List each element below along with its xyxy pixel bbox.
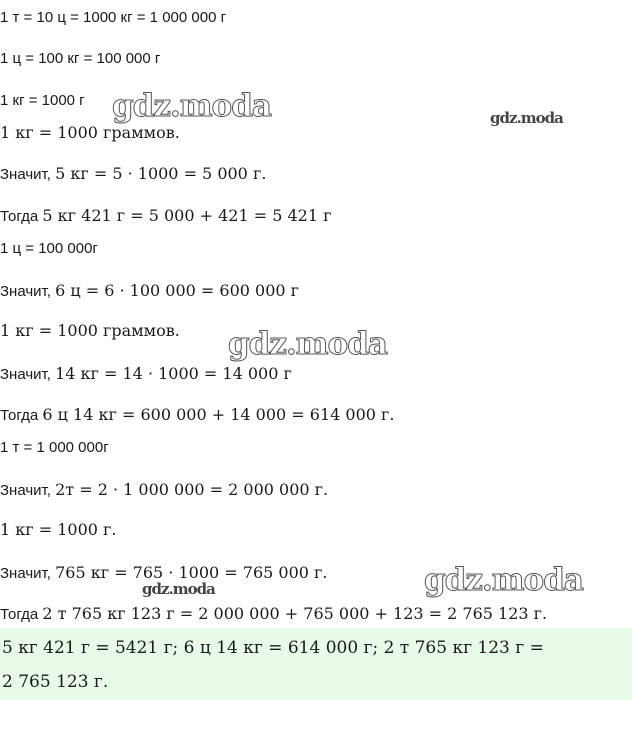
watermark: gdz.moda xyxy=(112,88,271,124)
text-line: 1 ц = 100 000г xyxy=(0,240,98,257)
text-line: 1 ц = 100 кг = 100 000 г xyxy=(0,50,161,67)
text-line: Значит, 6 ц = 6 · 100 000 = 600 000 г xyxy=(0,281,300,300)
watermark: gdz.moda xyxy=(490,109,563,127)
text-line: Тогда 5 кг 421 г = 5 000 + 421 = 5 421 г xyxy=(0,206,332,225)
answer-row: 2 765 123 г. xyxy=(2,672,109,692)
answer-row: 5 кг 421 г = 5421 г; 6 ц 14 кг = 614 000 г; 2 т 765 кг 123 г = xyxy=(2,638,544,658)
watermark: gdz.moda xyxy=(228,326,387,362)
text-line: Значит, 5 кг = 5 · 1000 = 5 000 г. xyxy=(0,164,267,183)
text-line: Значит, 2т = 2 · 1 000 000 = 2 000 000 г. xyxy=(0,480,329,499)
watermark: gdz.moda xyxy=(142,580,215,598)
watermark: gdz.moda xyxy=(424,562,583,598)
text-line: Значит, 14 кг = 14 · 1000 = 14 000 г xyxy=(0,364,292,383)
text-line: Тогда 2 т 765 кг 123 г = 2 000 000 + 765 000 + 123 = 2 765 123 г. xyxy=(0,604,548,623)
text-line: 1 т = 10 ц = 1000 кг = 1 000 000 г xyxy=(0,9,227,26)
answer-box xyxy=(0,628,632,700)
text-line: Значит, 765 кг = 765 · 1000 = 765 000 г. xyxy=(0,563,328,582)
text-line: 1 т = 1 000 000г xyxy=(0,439,109,456)
text-line: 1 кг = 1000 граммов. xyxy=(0,321,180,340)
text-line: 1 кг = 1000 г. xyxy=(0,520,117,539)
text-line: 1 кг = 1000 г xyxy=(0,92,85,109)
text-line: 1 кг = 1000 граммов. xyxy=(0,123,180,142)
text-line: Тогда 6 ц 14 кг = 600 000 + 14 000 = 614 000 г. xyxy=(0,405,395,424)
